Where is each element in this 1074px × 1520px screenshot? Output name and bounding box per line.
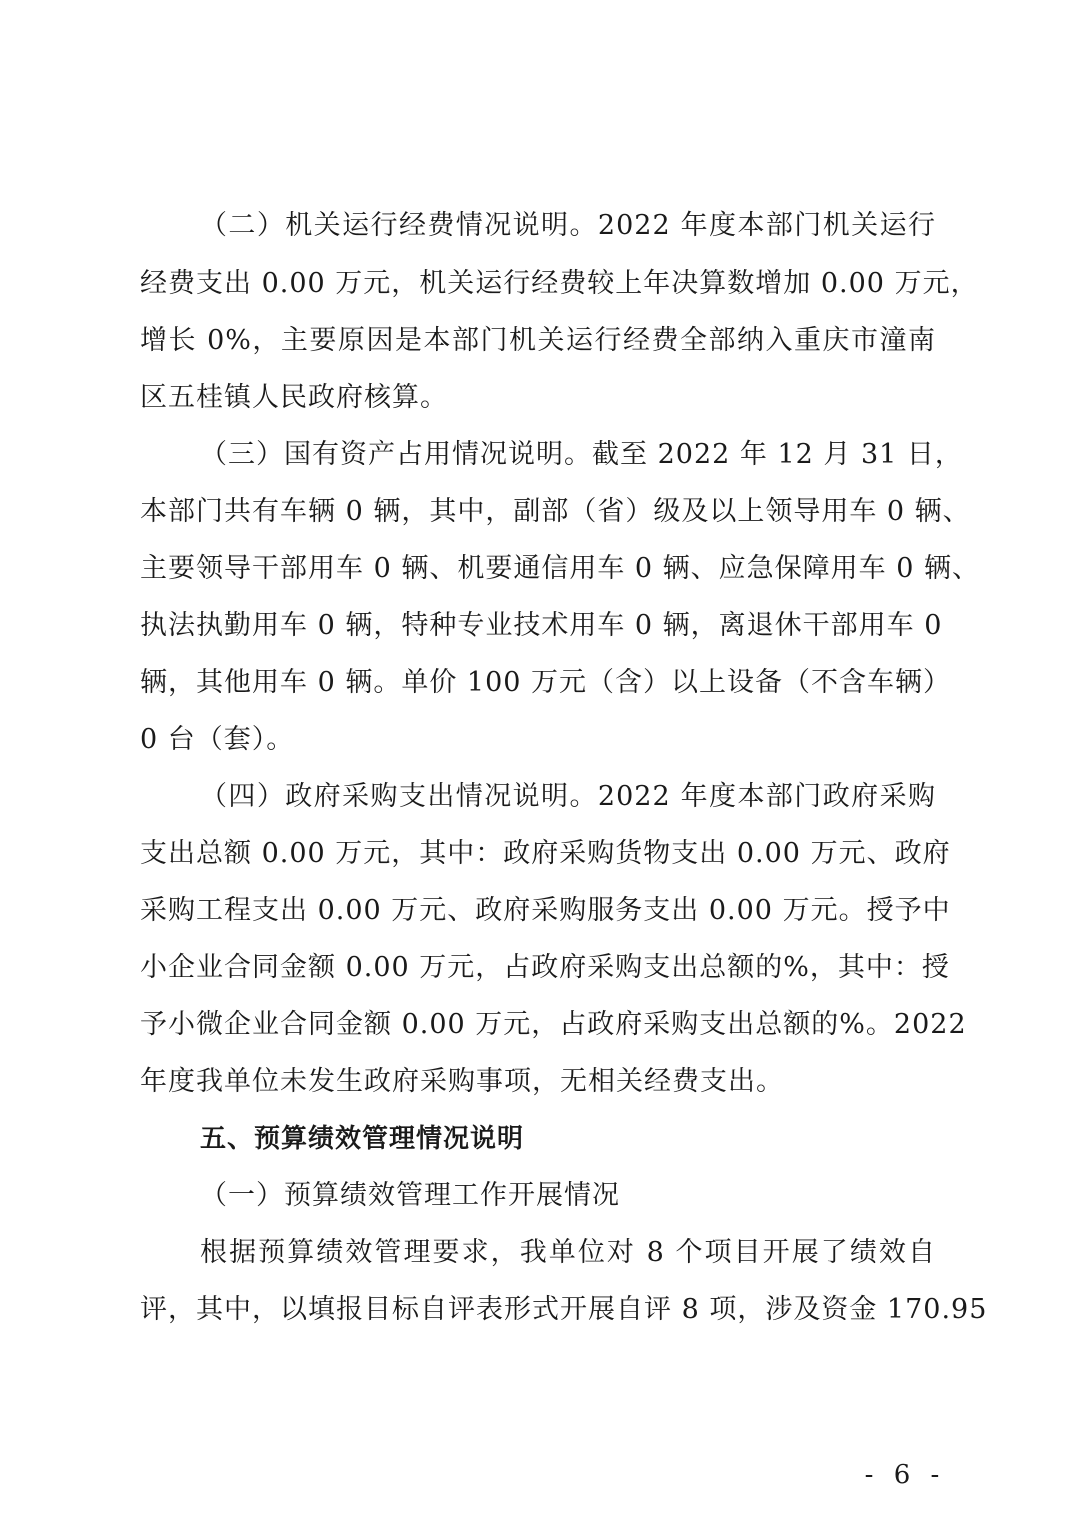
section-2-line-2: 经费支出 0.00 万元，机关运行经费较上年决算数增加 0.00 万元， bbox=[140, 268, 979, 299]
section-2-line-4: 区五桂镇人民政府核算。 bbox=[140, 382, 448, 413]
section-5-line-2: 评，其中，以填报目标自评表形式开展自评 8 项，涉及资金 170.95 bbox=[140, 1294, 988, 1325]
section-2-line-3: 增长 0%，主要原因是本部门机关运行经费全部纳入重庆市潼南 bbox=[140, 325, 936, 356]
section-3-line-6: 0 台（套）。 bbox=[140, 724, 295, 755]
section-4-line-2: 支出总额 0.00 万元，其中：政府采购货物支出 0.00 万元、政府 bbox=[140, 838, 951, 869]
section-2-line-1: （二）机关运行经费情况说明。2022 年度本部门机关运行 bbox=[200, 210, 936, 241]
section-4-line-5: 予小微企业合同金额 0.00 万元，占政府采购支出总额的%。2022 bbox=[140, 1009, 967, 1040]
section-4-line-3: 采购工程支出 0.00 万元、政府采购服务支出 0.00 万元。授予中 bbox=[140, 895, 951, 926]
page-number: - 6 - bbox=[864, 1460, 946, 1490]
section-4-line-1: （四）政府采购支出情况说明。2022 年度本部门政府采购 bbox=[200, 781, 936, 812]
section-3-line-2: 本部门共有车辆 0 辆，其中，副部（省）级及以上领导用车 0 辆、 bbox=[140, 496, 971, 527]
section-3-line-3: 主要领导干部用车 0 辆、机要通信用车 0 辆、应急保障用车 0 辆、 bbox=[140, 553, 981, 584]
section-3-line-4: 执法执勤用车 0 辆，特种专业技术用车 0 辆，离退休干部用车 0 bbox=[140, 610, 943, 641]
section-3-line-5: 辆，其他用车 0 辆。单价 100 万元（含）以上设备（不含车辆） bbox=[140, 667, 952, 698]
section-5-heading: 五、预算绩效管理情况说明 bbox=[200, 1124, 525, 1154]
section-5-line-1: 根据预算绩效管理要求，我单位对 8 个项目开展了绩效自 bbox=[200, 1237, 936, 1268]
section-5-subheading: （一）预算绩效管理工作开展情况 bbox=[200, 1180, 620, 1211]
section-4-line-6: 年度我单位未发生政府采购事项，无相关经费支出。 bbox=[140, 1066, 784, 1097]
section-3-line-1: （三）国有资产占用情况说明。截至 2022 年 12 月 31 日， bbox=[200, 439, 963, 470]
section-4-line-4: 小企业合同金额 0.00 万元，占政府采购支出总额的%，其中：授 bbox=[140, 952, 950, 983]
